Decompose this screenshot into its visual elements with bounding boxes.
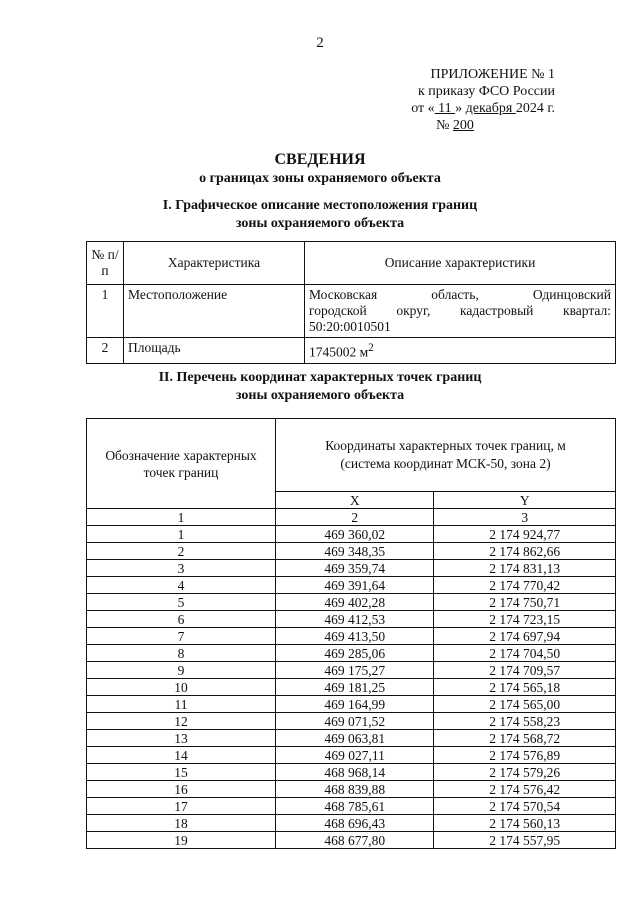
coord-x: 469 071,52: [276, 713, 434, 730]
coord-y: 2 174 770,42: [434, 577, 616, 594]
coord-y: 2 174 568,72: [434, 730, 616, 747]
table-row: [87, 832, 616, 849]
coord-y: 2 174 579,26: [434, 764, 616, 781]
table-row: [87, 713, 616, 730]
section1-title: I. Графическое описание местоположения границ зоны охраняемого объекта: [162, 198, 478, 231]
page-number: 2: [316, 35, 324, 51]
table-row: [87, 611, 616, 628]
point-number: 5: [87, 594, 276, 611]
coord-x: 469 164,99: [276, 696, 434, 713]
coordinates-table: [86, 418, 616, 849]
table-row: 1 Местоположение Московская область, Одинцовский городской округ, кадастровый квартал: 50:20:0010501: [87, 285, 616, 338]
coord-x: 469 175,27: [276, 662, 434, 679]
section2-title: II. Перечень координат характерных точек границ зоны охраняемого объекта: [158, 370, 482, 403]
coord-y: 2 174 924,77: [434, 526, 616, 543]
table-row: [87, 526, 616, 543]
coord-x: 469 027,11: [276, 747, 434, 764]
point-number: 6: [87, 611, 276, 628]
approval-number: № 200: [436, 118, 474, 133]
coord-x: 469 360,02: [276, 526, 434, 543]
coord-y: 2 174 723,15: [434, 611, 616, 628]
coord-y: 2 174 862,66: [434, 543, 616, 560]
table-row: [87, 679, 616, 696]
point-number: 13: [87, 730, 276, 747]
table-row: [87, 543, 616, 560]
point-number: 9: [87, 662, 276, 679]
approval-order: к приказу ФСО России: [417, 84, 555, 99]
table-row: [87, 730, 616, 747]
approval-block: [295, 66, 555, 134]
coordinates-rows: [87, 526, 616, 849]
table-row: [87, 645, 616, 662]
approval-number-value: 200: [452, 118, 474, 133]
table-row: 2 Площадь 1745002 $м^2$: [87, 338, 616, 364]
coord-x: 468 696,43: [276, 815, 434, 832]
point-number: 7: [87, 628, 276, 645]
coordinates-table-header: [87, 419, 616, 492]
point-number: 2: [87, 543, 276, 560]
coord-x: 469 413,50: [276, 628, 434, 645]
approval-day: 11: [434, 101, 456, 116]
table-row: [87, 577, 616, 594]
table-row: [87, 628, 616, 645]
header-x: X: [276, 492, 434, 509]
header-num: № п/п: [87, 242, 124, 285]
table-row: [87, 696, 616, 713]
table-row: [87, 747, 616, 764]
coord-x: 468 785,61: [276, 798, 434, 815]
coord-x: 469 181,25: [276, 679, 434, 696]
coord-y: 2 174 570,54: [434, 798, 616, 815]
point-number: 14: [87, 747, 276, 764]
point-number: 8: [87, 645, 276, 662]
point-number: 3: [87, 560, 276, 577]
approval-date: от « 11 » декабря 2024 г.: [411, 101, 555, 116]
table-row: [87, 594, 616, 611]
table-row: [87, 798, 616, 815]
table-row: [87, 560, 616, 577]
header-point: Обозначение характерных точек границ: [87, 419, 276, 509]
coord-x: 469 412,53: [276, 611, 434, 628]
table-row: [87, 781, 616, 798]
coord-y: 2 174 557,95: [434, 832, 616, 849]
coord-y: 2 174 576,89: [434, 747, 616, 764]
header-characteristic: Характеристика: [124, 242, 305, 285]
point-number: 18: [87, 815, 276, 832]
coord-y: 2 174 697,94: [434, 628, 616, 645]
header-description: Описание характеристики: [305, 242, 616, 285]
table-row: [87, 815, 616, 832]
coord-y: 2 174 704,50: [434, 645, 616, 662]
table-row: [87, 662, 616, 679]
point-number: 4: [87, 577, 276, 594]
coord-y: 2 174 576,42: [434, 781, 616, 798]
coord-y: 2 174 709,57: [434, 662, 616, 679]
location-table: [86, 241, 616, 364]
coord-y: 2 174 831,13: [434, 560, 616, 577]
document-title: СВЕДЕНИЯ: [274, 151, 366, 168]
coord-x: 469 285,06: [276, 645, 434, 662]
coord-y: 2 174 565,00: [434, 696, 616, 713]
coord-x: 468 839,88: [276, 781, 434, 798]
coord-x: 469 063,81: [276, 730, 434, 747]
approval-month: декабря: [465, 101, 516, 116]
point-number: 16: [87, 781, 276, 798]
location-table-header: [87, 242, 616, 285]
header-coordinates: Координаты характерных точек границ, м (система координат МСК-50, зона 2): [276, 419, 616, 492]
coord-x: 469 391,64: [276, 577, 434, 594]
point-number: 10: [87, 679, 276, 696]
column-number-row: 1 2 3: [87, 509, 616, 526]
area-value: 1745002 $м^2$: [305, 338, 616, 364]
coord-y: 2 174 558,23: [434, 713, 616, 730]
coord-y: 2 174 565,18: [434, 679, 616, 696]
point-number: 15: [87, 764, 276, 781]
approval-appendix: ПРИЛОЖЕНИЕ № 1: [430, 67, 555, 82]
document-subtitle: о границах зоны охраняемого объекта: [199, 171, 441, 186]
coord-y: 2 174 750,71: [434, 594, 616, 611]
point-number: 17: [87, 798, 276, 815]
point-number: 12: [87, 713, 276, 730]
coord-y: 2 174 560,13: [434, 815, 616, 832]
coord-x: 469 402,28: [276, 594, 434, 611]
point-number: 1: [87, 526, 276, 543]
point-number: 11: [87, 696, 276, 713]
location-description: Московская область, Одинцовский городской округ, кадастровый квартал: 50:20:0010501: [305, 285, 616, 338]
table-row: [87, 764, 616, 781]
coord-x: 468 968,14: [276, 764, 434, 781]
coord-x: 468 677,80: [276, 832, 434, 849]
coord-x: 469 348,35: [276, 543, 434, 560]
coord-x: 469 359,74: [276, 560, 434, 577]
point-number: 19: [87, 832, 276, 849]
header-y: Y: [434, 492, 616, 509]
